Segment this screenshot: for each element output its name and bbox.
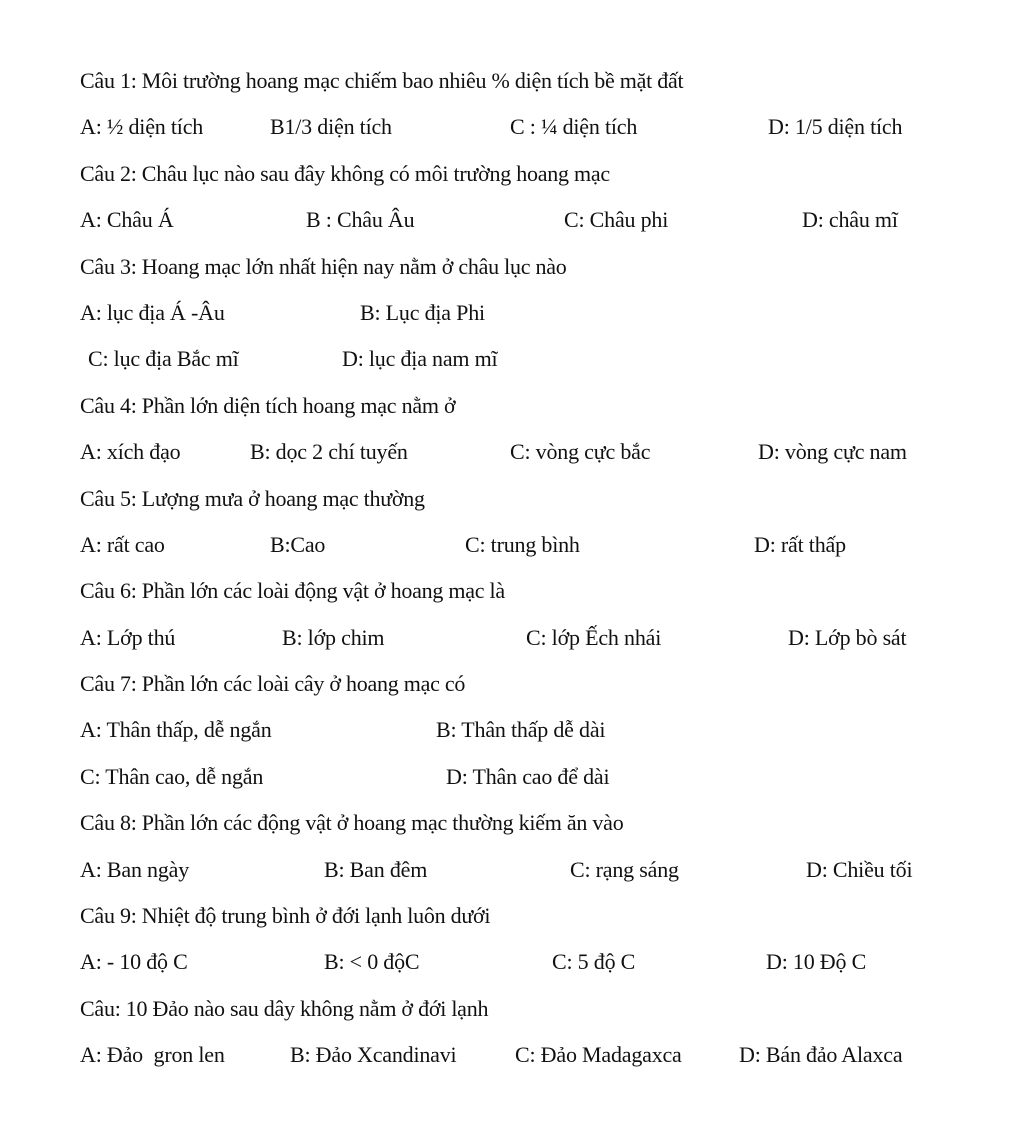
answer-7d: D: Thân cao để dài — [446, 763, 610, 789]
answer-7c: C: Thân cao, dễ ngắn — [80, 763, 264, 789]
quiz-document — [80, 58, 960, 1079]
answer-5c: C: trung bình — [465, 531, 580, 557]
answer-2c: C: Châu phi — [564, 207, 669, 233]
question-8: Câu 8: Phần lớn các động vật ở hoang mạc thường kiếm ăn vào — [80, 810, 624, 836]
question-3: Câu 3: Hoang mạc lớn nhất hiện nay nằm ở châu lục nào — [80, 253, 567, 279]
answer-1a: A: ½ diện tích — [80, 114, 204, 140]
answer-9d: D: 10 Độ C — [766, 949, 867, 975]
answer-10b: B: Đảo Xcandinavi — [290, 1042, 457, 1068]
question-6: Câu 6: Phần lớn các loài động vật ở hoang mạc là — [80, 578, 505, 604]
answer-6c: C: lớp Ếch nhái — [526, 624, 662, 650]
answer-6b: B: lớp chim — [282, 624, 385, 650]
answer-5b: B:Cao — [270, 531, 326, 557]
answer-2b: B : Châu Âu — [306, 207, 415, 233]
answer-10d: D: Bán đảo Alaxca — [739, 1042, 903, 1068]
answers-row-2 — [80, 197, 960, 243]
answer-3b: B: Lục địa Phi — [360, 299, 485, 325]
answers-row-4 — [80, 429, 960, 475]
answer-1d: D: 1/5 diện tích — [768, 114, 903, 140]
answers-row-3b — [80, 336, 960, 382]
answer-9b: B: < 0 độC — [324, 949, 420, 975]
answer-10c: C: Đảo Madagaxca — [515, 1042, 682, 1068]
answer-8a: A: Ban ngày — [80, 856, 190, 882]
answer-8b: B: Ban đêm — [324, 856, 428, 882]
answers-row-5 — [80, 522, 960, 568]
answer-7b: B: Thân thấp dễ dài — [436, 717, 606, 743]
answer-6d: D: Lớp bò sát — [788, 624, 907, 650]
answer-9a: A: - 10 độ C — [80, 949, 188, 975]
answers-row-1 — [80, 104, 960, 150]
question-4: Câu 4: Phần lớn diện tích hoang mạc nằm ở — [80, 392, 456, 418]
answers-row-7a — [80, 707, 960, 753]
answer-8d: D: Chiều tối — [806, 856, 913, 882]
question-1: Câu 1: Môi trường hoang mạc chiếm bao nhiêu % diện tích bề mặt đất — [80, 68, 684, 93]
question-9: Câu 9: Nhiệt độ trung bình ở đới lạnh luôn dưới — [80, 903, 491, 929]
answer-4d: D: vòng cực nam — [758, 439, 907, 465]
answer-2d: D: châu mĩ — [802, 207, 898, 233]
answers-row-7b — [80, 754, 960, 800]
answers-row-9 — [80, 939, 960, 985]
answer-7a: A: Thân thấp, dễ ngắn — [80, 717, 272, 743]
question-2: Câu 2: Châu lục nào sau đây không có môi trường hoang mạc — [80, 160, 610, 186]
answer-6a: A: Lớp thú — [80, 624, 176, 650]
answer-1c: C : ¼ diện tích — [510, 114, 638, 140]
answers-row-6 — [80, 615, 960, 661]
answers-row-3a — [80, 290, 960, 336]
answer-3c: C: lục địa Bắc mĩ — [88, 346, 239, 372]
answer-1b: B1/3 diện tích — [270, 114, 392, 140]
answer-3d: D: lục địa nam mĩ — [342, 346, 498, 372]
answer-8c: C: rạng sáng — [570, 856, 679, 882]
question-7: Câu 7: Phần lớn các loài cây ở hoang mạc có — [80, 671, 466, 697]
answer-3a: A: lục địa Á -Âu — [80, 299, 225, 325]
question-10: Câu: 10 Đảo nào sau dây không nằm ở đới lạnh — [80, 995, 489, 1021]
answer-5d: D: rất thấp — [754, 531, 846, 557]
answer-2a: A: Châu Á — [80, 207, 174, 233]
answer-4a: A: xích đạo — [80, 439, 181, 465]
answer-5a: A: rất cao — [80, 531, 165, 557]
answer-4c: C: vòng cực bắc — [510, 439, 651, 465]
question-5: Câu 5: Lượng mưa ở hoang mạc thường — [80, 485, 425, 511]
answers-row-8 — [80, 847, 960, 893]
answer-9c: C: 5 độ C — [552, 949, 636, 975]
answers-row-10 — [80, 1032, 960, 1078]
answer-4b: B: dọc 2 chí tuyến — [250, 439, 408, 465]
answer-10a: A: Đảo gron len — [80, 1042, 225, 1068]
